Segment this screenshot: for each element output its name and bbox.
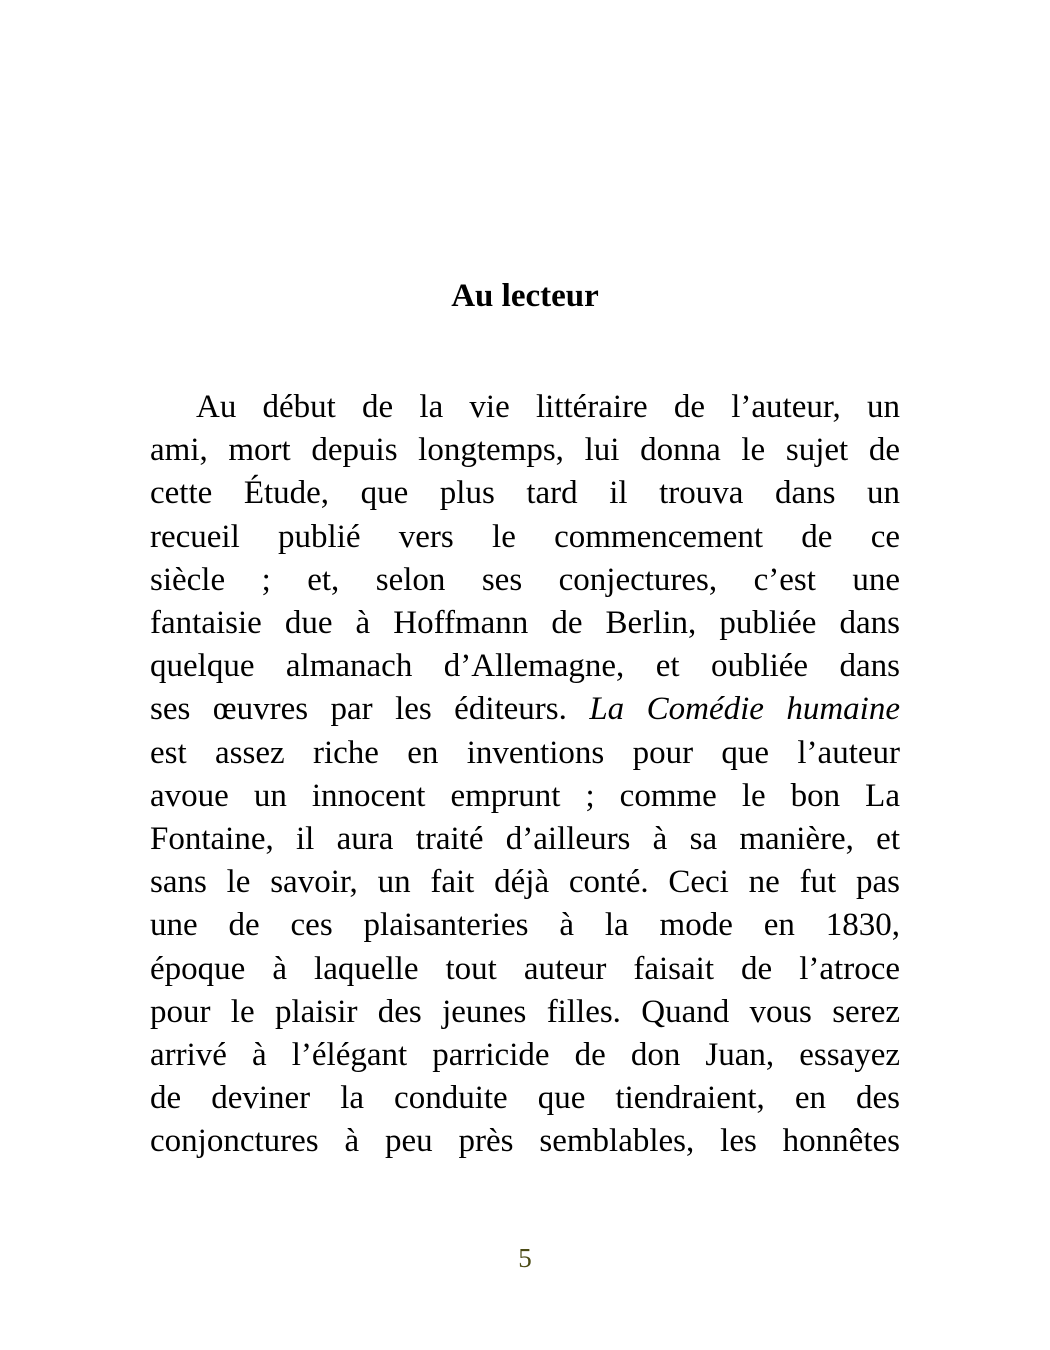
text-line: recueil publié vers le commencement de ce — [150, 518, 900, 555]
text-segment: ses œuvres par les éditeurs. — [150, 691, 567, 728]
page-number: 5 — [518, 1243, 532, 1273]
text-line-with-italic — [150, 688, 900, 731]
text-line: époque à laquelle tout auteur faisait de l’atroce — [150, 950, 900, 987]
body-paragraph — [150, 386, 900, 1164]
text-line: une de ces plaisanteries à la mode en 1830, — [150, 907, 900, 944]
text-line: arrivé à l’élégant parricide de don Juan, essayez — [150, 1037, 900, 1074]
text-line: cette Étude, que plus tard il trouva dans un — [150, 475, 900, 512]
italic-book-title: La Comédie humaine — [589, 691, 900, 728]
text-line: Fontaine, il aura traité d’ailleurs à sa manière, et — [150, 821, 900, 858]
text-line: est assez riche en inventions pour que l’auteur — [150, 734, 900, 771]
text-line: quelque almanach d’Allemagne, et oubliée dans — [150, 648, 900, 685]
text-line: ami, mort depuis longtemps, lui donna le sujet de — [150, 432, 900, 469]
text-line: avoue un innocent emprunt ; comme le bon La — [150, 777, 900, 814]
text-line: de deviner la conduite que tiendraient, en des — [150, 1080, 900, 1117]
chapter-title: Au lecteur — [451, 278, 599, 314]
text-line: conjonctures à peu près semblables, les honnêtes — [150, 1123, 900, 1160]
text-line: siècle ; et, selon ses conjectures, c’est une — [150, 561, 900, 598]
text-line: pour le plaisir des jeunes filles. Quand vous serez — [150, 993, 900, 1030]
text-line: sans le savoir, un fait déjà conté. Ceci ne fut pas — [150, 864, 900, 901]
text-line: Au début de la vie littéraire de l’auteur, un — [196, 389, 900, 425]
text-line: fantaisie due à Hoffmann de Berlin, publiée dans — [150, 605, 900, 642]
